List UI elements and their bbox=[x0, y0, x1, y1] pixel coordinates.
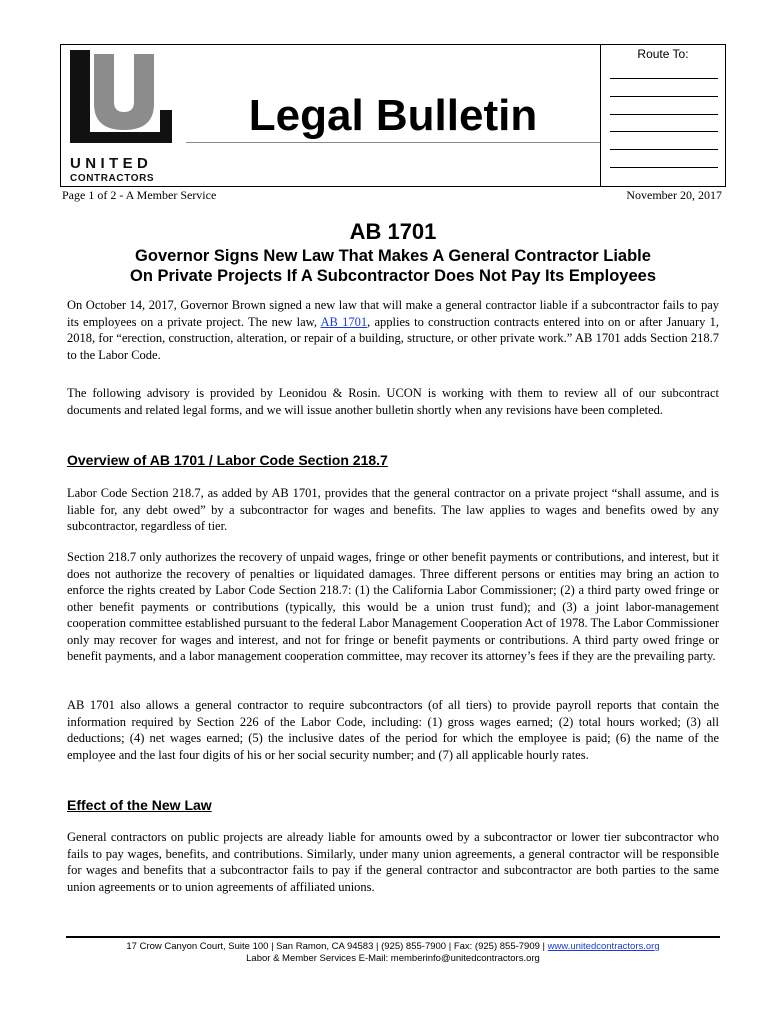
subtitle-line-2: On Private Projects If A Subcontractor Does Not Pay Its Employees bbox=[129, 267, 656, 285]
intro-text-a: On October 14, 2017, Governor Brown signed a new law that will make a general contractor liable if a subcontractor fails to pay its employees on a private project. The new law, bbox=[67, 298, 719, 329]
effect-paragraph-1: General contractors on public projects are already liable for amounts owed by a subcontractor or lower tier subcontractor who fails to pay wages, benefits, and contributions. Similarly, under many union agreements, a general contractor will be responsible for wages and benefits that a subcontractor fails to pay if the general contractor and subcontractor are both parties to the same union agreements or to union agreements of affiliated unions. bbox=[67, 830, 719, 894]
overview-paragraph-3: AB 1701 also allows a general contractor to require subcontractors (of all tiers) to provide payroll reports that contain the information required by Section 226 of the Labor Code, including: (1) gross wages earned; (2) total hours worked; (3) all deductions; (4) net wages earned; (5) the inclusive dates of the period for which the employee is paid; (6) the name of the employee and the last four digits of his or her social security number; and (7) all applicable hourly rates. bbox=[67, 698, 719, 762]
logo-word-contractors: CONTRACTORS bbox=[70, 173, 155, 184]
effect-heading: Effect of the New Law bbox=[67, 797, 212, 813]
headline-subtitle bbox=[60, 246, 726, 286]
route-line-2[interactable] bbox=[610, 96, 718, 97]
website-link[interactable]: www.unitedcontractors.org bbox=[547, 941, 660, 952]
ab1701-link[interactable]: AB 1701 bbox=[320, 314, 368, 329]
page-title: Legal Bulletin bbox=[248, 91, 538, 140]
intro-text-b: , applies to construction contracts entered into on or after January 1, 2018, for “erection, construction, alteration, or repair of a building, structure, or other private work.” AB 1701 adds Section 218.7 to the Labor Code. bbox=[67, 314, 719, 362]
subtitle-line-1: Governor Signs New Law That Makes A General Contractor Liable bbox=[135, 247, 651, 265]
advisory-paragraph: The following advisory is provided by Leonidou & Rosin. UCON is working with them to review all of our subcontract documents and related legal forms, and we will issue another bulletin shortly when any revisions have been completed. bbox=[67, 386, 719, 417]
overview-paragraph-2: Section 218.7 only authorizes the recovery of unpaid wages, fringe or other benefit payments or contributions, and interest, but it does not authorize the recovery of penalties or liquidated damages. Three different persons or entities may bring an action to enforce the rights created by Labor Code Section 218.7: (1) the California Labor Commissioner; (2) a third party owed fringe or other benefit payments or contributions (typically, this would be a union trust fund); and (3) a joint labor-management cooperation committee established pursuant to the federal Labor Management Cooperation Act of 1978. The Labor Commissioner only may recover for wages and interest, and not for fringe or benefit payments or contributions. A third party owed fringe or benefit payments, and a labor management cooperation committee, may recover its attorney’s fees if they are the prevailing party. bbox=[67, 550, 719, 663]
footer-address bbox=[66, 941, 720, 952]
route-to-label: Route To: bbox=[637, 47, 689, 61]
logo-word-united: UNITED bbox=[70, 155, 153, 172]
page-info: Page 1 of 2 - A Member Service bbox=[62, 188, 217, 202]
footer-contact-text: 17 Crow Canyon Court, Suite 100 | San Ramon, CA 94583 | (925) 855-7900 | Fax: (925) 855-7909 | bbox=[126, 941, 548, 952]
intro-paragraph bbox=[67, 297, 719, 363]
route-line-4[interactable] bbox=[610, 131, 718, 132]
overview-heading: Overview of AB 1701 / Labor Code Section 218.7 bbox=[67, 452, 388, 468]
header-rule bbox=[186, 142, 600, 143]
footer-email: Labor & Member Services E-Mail: memberinfo@unitedcontractors.org bbox=[246, 953, 540, 964]
bill-number: AB 1701 bbox=[349, 219, 437, 244]
route-line-5[interactable] bbox=[610, 149, 718, 150]
bulletin-date: November 20, 2017 bbox=[626, 188, 722, 202]
footer-rule bbox=[66, 936, 720, 938]
route-line-1[interactable] bbox=[610, 78, 718, 79]
route-line-6[interactable] bbox=[610, 167, 718, 168]
route-line-3[interactable] bbox=[610, 114, 718, 115]
overview-paragraph-1: Labor Code Section 218.7, as added by AB 1701, provides that the general contractor on a private project “shall assume, and is liable for, any debt owed” by a subcontractor for wages and benefits. The law applies to wages and benefits owed by any subcontractor, regardless of tier. bbox=[67, 486, 719, 533]
united-contractors-logo bbox=[70, 50, 176, 184]
route-divider bbox=[600, 44, 601, 187]
